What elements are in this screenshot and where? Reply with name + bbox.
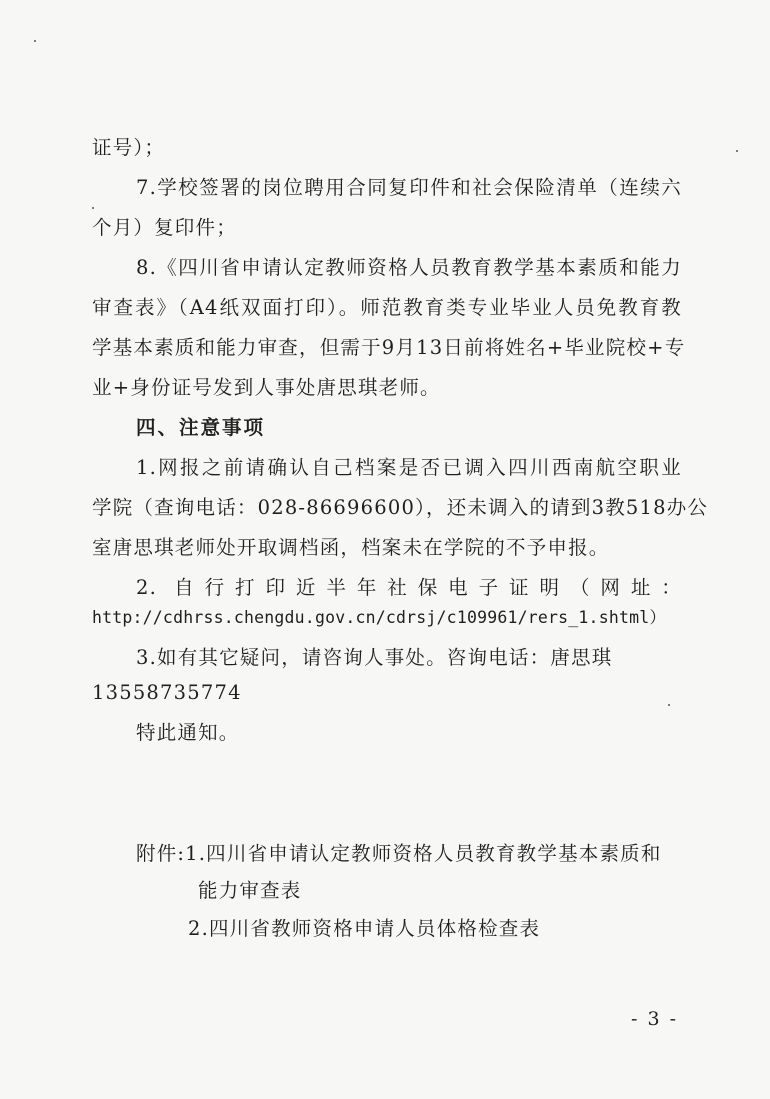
social-security-url: http://cdhrss.chengdu.gov.cn/cdrsj/c109961/rers_1.shtml） — [92, 608, 667, 627]
attachment-item-2: 2.四川省教师资格申请人员体格检查表 — [188, 917, 541, 940]
list-item-8-line-3: 学基本素质和能力审查，但需于9月13日前将姓名+毕业院校+专 — [92, 336, 686, 359]
attachments-line-1 — [136, 837, 682, 871]
scan-speck — [668, 704, 670, 706]
scan-speck — [736, 150, 738, 152]
section-heading-notes: 四、注意事项 — [136, 416, 266, 439]
list-item-7-line-1: 7.学校签署的岗位聘用合同复印件和社会保险清单（连续六 — [136, 176, 682, 199]
note-3-line-1: 3.如有其它疑问，请咨询人事处。咨询电话：唐思琪 — [136, 646, 613, 669]
note-1-line-3: 室唐思琪老师处开取调档函，档案未在学院的不予申报。 — [92, 536, 610, 559]
list-item-7-line-2: 个月）复印件； — [92, 216, 237, 239]
attachment-item-1: 1.四川省申请认定教师资格人员教育教学基本素质和 — [185, 842, 662, 865]
attachments-label: 附件: — [136, 842, 186, 865]
page-number: - 3 - — [630, 1008, 678, 1030]
text-line: 证号）； — [92, 136, 166, 159]
closing-notice: 特此通知。 — [136, 721, 240, 744]
note-1-line-2: 学院（查询电话：028-86696600），还未调入的请到3教518办公 — [92, 496, 709, 519]
list-item-8-line-4: 业+身份证号发到人事处唐思琪老师。 — [92, 376, 441, 399]
note-2-line-1: 2. 自行打印近半年社保电子证明（网址： — [136, 576, 682, 599]
list-item-8-line-2: 审查表》（A4纸双面打印）。师范教育类专业毕业人员免教育教 — [92, 296, 682, 319]
scan-speck — [92, 207, 94, 209]
attachment-item-1-continued: 能力审查表 — [198, 879, 302, 902]
note-1-line-1: 1.网报之前请确认自己档案是否已调入四川西南航空职业 — [136, 456, 682, 479]
list-item-8-line-1: 8.《四川省申请认定教师资格人员教育教学基本素质和能力 — [136, 256, 682, 279]
scan-speck — [34, 40, 36, 42]
contact-phone: 13558735774 — [92, 681, 242, 704]
